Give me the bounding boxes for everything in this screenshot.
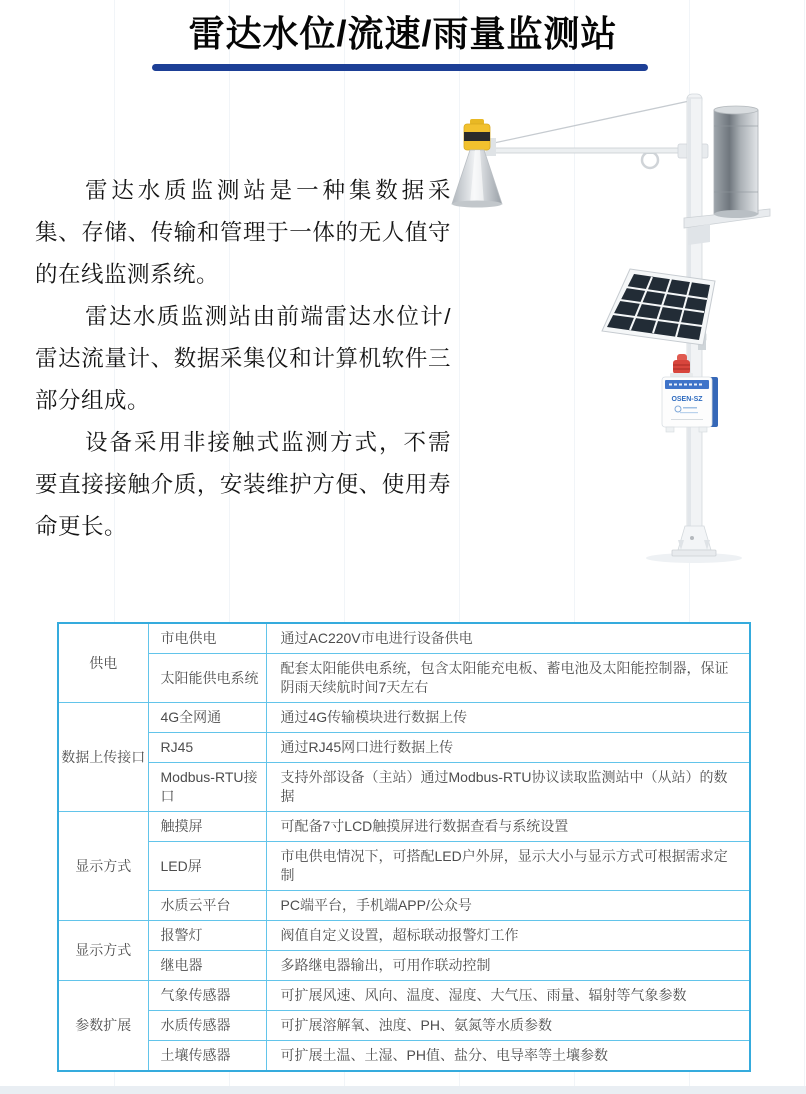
spec-row [58, 733, 750, 763]
intro-paragraph: 雷达水质监测站由前端雷达水位计/雷达流量计、数据采集仪和计算机软件三部分组成。 [35, 304, 451, 413]
spec-param-label: 报警灯 [148, 921, 266, 951]
spec-description: 市电供电情况下，可搭配LED户外屏，显示大小与显示方式可根据需求定制 [266, 842, 750, 891]
control-box [662, 377, 718, 432]
title-underline [152, 64, 648, 71]
spec-group-label: 参数扩展 [58, 981, 148, 1072]
footer-strip [0, 1086, 806, 1094]
spec-row [58, 1011, 750, 1041]
radar-level-sensor-icon [452, 119, 502, 208]
spec-group-label: 显示方式 [58, 921, 148, 981]
spec-table [57, 622, 749, 1072]
spec-row [58, 951, 750, 981]
device-model-label: OSEN-SZ [671, 396, 703, 403]
spec-row [58, 981, 750, 1011]
spec-row [58, 891, 750, 921]
spec-param-label: 市电供电 [148, 623, 266, 654]
spec-param-label: Modbus-RTU接口 [148, 763, 266, 812]
spec-param-label: RJ45 [148, 733, 266, 763]
spec-param-label: 继电器 [148, 951, 266, 981]
intro-text [35, 170, 451, 548]
spec-description: PC端平台，手机端APP/公众号 [266, 891, 750, 921]
intro-paragraph: 雷达水质监测站是一种集数据采集、存储、传输和管理于一体的无人值守的在线监测系统。 [35, 178, 451, 287]
spec-row [58, 921, 750, 951]
spec-description: 支持外部设备（主站）通过Modbus-RTU协议读取监测站中（从站）的数据 [266, 763, 750, 812]
spec-description: 配套太阳能供电系统，包含太阳能充电板、蓄电池及太阳能控制器，保证阴雨天续航时间7天左右 [266, 654, 750, 703]
spec-group-label: 数据上传接口 [58, 703, 148, 812]
spec-param-label: LED屏 [148, 842, 266, 891]
spec-param-label: 4G全网通 [148, 703, 266, 733]
spec-row [58, 703, 750, 733]
spec-param-label: 水质云平台 [148, 891, 266, 921]
spec-description: 可扩展土温、土湿、PH值、盐分、电导率等土壤参数 [266, 1041, 750, 1072]
spec-description: 通过4G传输模块进行数据上传 [266, 703, 750, 733]
spec-table-body [58, 623, 750, 1071]
spec-param-label: 触摸屏 [148, 812, 266, 842]
spec-description: 通过RJ45网口进行数据上传 [266, 733, 750, 763]
solar-panel-icon [602, 269, 715, 345]
spec-description: 可扩展风速、风向、温度、湿度、大气压、雨量、辐射等气象参数 [266, 981, 750, 1011]
spec-description: 阀值自定义设置，超标联动报警灯工作 [266, 921, 750, 951]
product-photo [426, 88, 806, 600]
sensor-arm [474, 144, 708, 158]
spec-row [58, 1041, 750, 1072]
spec-param-label: 土壤传感器 [148, 1041, 266, 1072]
spec-row [58, 623, 750, 654]
spec-description: 可扩展溶解氧、浊度、PH、氨氮等水质参数 [266, 1011, 750, 1041]
spec-description: 多路继电器输出，可用作联动控制 [266, 951, 750, 981]
spec-row [58, 842, 750, 891]
spec-description: 通过AC220V市电进行设备供电 [266, 623, 750, 654]
spec-param-label: 水质传感器 [148, 1011, 266, 1041]
spec-description: 可配备7寸LCD触摸屏进行数据查看与系统设置 [266, 812, 750, 842]
spec-param-label: 太阳能供电系统 [148, 654, 266, 703]
support-cable [480, 100, 694, 168]
spec-group-label: 供电 [58, 623, 148, 703]
spec-group-label: 显示方式 [58, 812, 148, 921]
intro-paragraph: 设备采用非接触式监测方式，不需要直接接触介质，安装维护方便、使用寿命更长。 [35, 430, 451, 539]
spec-row [58, 763, 750, 812]
page-title: 雷达水位/流速/雨量监测站 [188, 13, 618, 54]
spec-param-label: 气象传感器 [148, 981, 266, 1011]
spec-row [58, 812, 750, 842]
spec-row [58, 654, 750, 703]
